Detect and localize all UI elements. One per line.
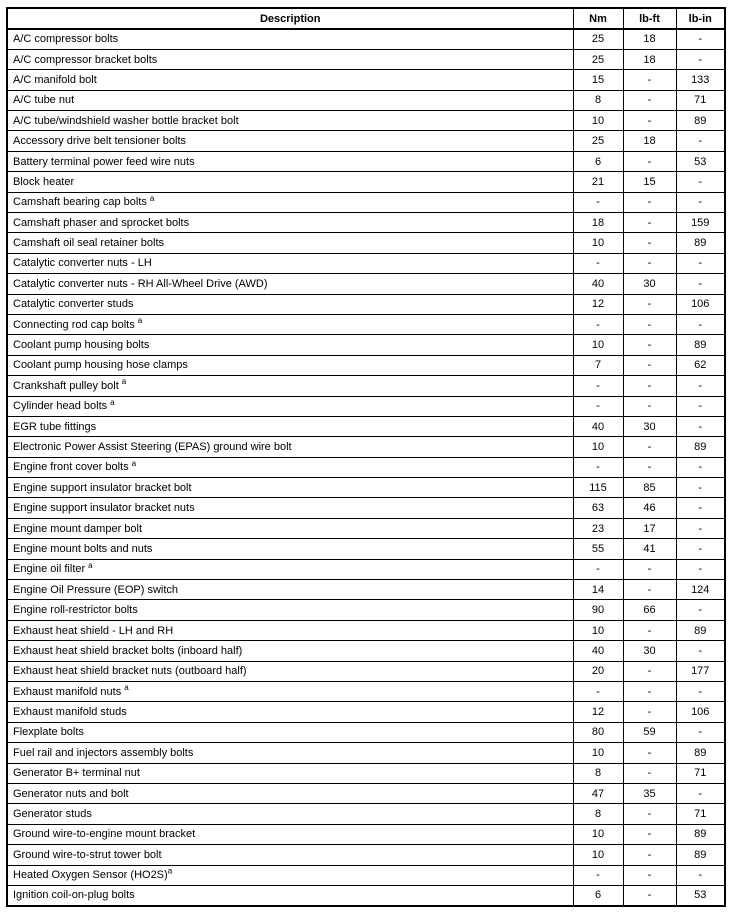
row-lbft-value: - bbox=[623, 804, 676, 824]
row-description-text: Engine roll-restrictor bolts bbox=[13, 604, 138, 617]
row-nm-value: 90 bbox=[573, 600, 623, 620]
row-description-text: Cylinder head bolts bbox=[13, 400, 108, 413]
row-description-text: Ignition coil-on-plug bolts bbox=[13, 889, 135, 902]
row-nm-value: - bbox=[573, 865, 623, 885]
table-row bbox=[7, 233, 725, 253]
row-description-text: Catalytic converter nuts - LH bbox=[13, 257, 152, 270]
row-lbft-value: - bbox=[623, 192, 676, 212]
row-description bbox=[7, 376, 573, 396]
row-lbin-value: - bbox=[676, 539, 725, 559]
row-nm-value: - bbox=[573, 314, 623, 334]
row-lbin-value: - bbox=[676, 682, 725, 702]
row-lbin-value: 71 bbox=[676, 804, 725, 824]
row-lbin-value: - bbox=[676, 722, 725, 742]
row-lbin-value: 89 bbox=[676, 743, 725, 763]
row-lbin-value: - bbox=[676, 559, 725, 579]
row-nm-value: 8 bbox=[573, 763, 623, 783]
row-nm-value: 25 bbox=[573, 131, 623, 151]
row-description-text: Block heater bbox=[13, 175, 75, 188]
row-lbft-value: - bbox=[623, 661, 676, 681]
row-description-text: Engine mount damper bolt bbox=[13, 522, 143, 535]
table-row bbox=[7, 620, 725, 640]
row-description-text: Ground wire-to-engine mount bracket bbox=[13, 828, 196, 841]
row-description-text: Catalytic converter nuts - RH All-Wheel Drive (AWD) bbox=[13, 277, 268, 290]
row-description-text: Camshaft bearing cap bolts bbox=[13, 196, 147, 209]
row-lbin-value: 177 bbox=[676, 661, 725, 681]
row-nm-value: 12 bbox=[573, 294, 623, 314]
table-row bbox=[7, 702, 725, 722]
row-nm-value: 115 bbox=[573, 478, 623, 498]
row-lbin-value: 71 bbox=[676, 90, 725, 110]
table-row bbox=[7, 294, 725, 314]
row-nm-value: - bbox=[573, 559, 623, 579]
table-row bbox=[7, 559, 725, 579]
table-row bbox=[7, 539, 725, 559]
row-description-text: Engine support insulator bracket bolt bbox=[13, 481, 192, 494]
row-description-text: Heated Oxygen Sensor (HO2S) bbox=[13, 869, 168, 882]
row-nm-value: 10 bbox=[573, 824, 623, 844]
row-description bbox=[7, 865, 573, 885]
row-description bbox=[7, 335, 573, 355]
row-lbft-value: - bbox=[623, 824, 676, 844]
footnote-marker: a bbox=[124, 683, 129, 693]
row-nm-value: 18 bbox=[573, 213, 623, 233]
table-row bbox=[7, 885, 725, 905]
row-description bbox=[7, 49, 573, 69]
column-header-lbin: lb-in bbox=[676, 8, 725, 29]
row-lbft-value: - bbox=[623, 233, 676, 253]
row-description bbox=[7, 213, 573, 233]
row-lbin-value: 124 bbox=[676, 580, 725, 600]
row-description bbox=[7, 600, 573, 620]
row-description-text: Generator B+ terminal nut bbox=[13, 767, 140, 780]
row-lbin-value: 89 bbox=[676, 824, 725, 844]
table-row bbox=[7, 29, 725, 49]
row-description bbox=[7, 355, 573, 375]
row-lbin-value: - bbox=[676, 600, 725, 620]
row-lbin-value: - bbox=[676, 478, 725, 498]
footnote-marker: a bbox=[131, 458, 137, 468]
row-lbin-value: - bbox=[676, 49, 725, 69]
row-description bbox=[7, 111, 573, 131]
row-lbft-value: 30 bbox=[623, 274, 676, 294]
row-lbft-value: 66 bbox=[623, 600, 676, 620]
row-description bbox=[7, 885, 573, 905]
row-description-text: Camshaft phaser and sprocket bolts bbox=[13, 216, 190, 229]
row-description bbox=[7, 518, 573, 538]
row-lbin-value: - bbox=[676, 131, 725, 151]
table-row bbox=[7, 131, 725, 151]
table-row bbox=[7, 845, 725, 865]
row-description bbox=[7, 845, 573, 865]
row-description bbox=[7, 641, 573, 661]
row-nm-value: 12 bbox=[573, 702, 623, 722]
row-lbin-value: - bbox=[676, 518, 725, 538]
footnote-marker: a bbox=[149, 193, 155, 203]
row-lbin-value: 89 bbox=[676, 845, 725, 865]
row-lbft-value: - bbox=[623, 437, 676, 457]
row-lbin-value: - bbox=[676, 314, 725, 334]
table-row bbox=[7, 396, 725, 416]
footnote-marker: a bbox=[88, 560, 93, 570]
table-row bbox=[7, 70, 725, 90]
row-description bbox=[7, 682, 573, 702]
row-description-text: Battery terminal power feed wire nuts bbox=[13, 155, 195, 168]
table-row bbox=[7, 641, 725, 661]
row-description-text: Exhaust manifold nuts bbox=[13, 685, 122, 698]
row-lbft-value: - bbox=[623, 559, 676, 579]
row-lbft-value: - bbox=[623, 151, 676, 171]
footnote-marker: a bbox=[137, 316, 143, 325]
row-lbft-value: - bbox=[623, 702, 676, 722]
row-lbin-value: - bbox=[676, 29, 725, 49]
header-row bbox=[7, 8, 725, 29]
row-lbft-value: 18 bbox=[623, 49, 676, 69]
row-description-text: Engine mount bolts and nuts bbox=[13, 542, 153, 555]
row-lbft-value: - bbox=[623, 213, 676, 233]
row-nm-value: - bbox=[573, 682, 623, 702]
table-row bbox=[7, 314, 725, 334]
row-description bbox=[7, 661, 573, 681]
row-nm-value: - bbox=[573, 192, 623, 212]
row-lbin-value: 89 bbox=[676, 233, 725, 253]
row-nm-value: 25 bbox=[573, 49, 623, 69]
row-description-text: Electronic Power Assist Steering (EPAS) ground wire bolt bbox=[13, 441, 292, 453]
table-row bbox=[7, 824, 725, 844]
table-row bbox=[7, 518, 725, 538]
row-lbin-value: - bbox=[676, 865, 725, 885]
torque-spec-table bbox=[6, 7, 726, 907]
row-nm-value: 10 bbox=[573, 437, 623, 457]
row-nm-value: 10 bbox=[573, 233, 623, 253]
row-description-text: Flexplate bolts bbox=[13, 726, 84, 739]
column-header-nm: Nm bbox=[573, 8, 623, 29]
row-nm-value: - bbox=[573, 396, 623, 416]
row-description bbox=[7, 743, 573, 763]
table-row bbox=[7, 90, 725, 110]
row-description bbox=[7, 783, 573, 803]
row-lbft-value: - bbox=[623, 763, 676, 783]
row-lbin-value: - bbox=[676, 396, 725, 416]
footnote-marker: a bbox=[110, 397, 115, 407]
row-nm-value: 10 bbox=[573, 620, 623, 640]
table-row bbox=[7, 743, 725, 763]
row-description bbox=[7, 314, 573, 334]
table-row bbox=[7, 335, 725, 355]
row-description-text: Camshaft oil seal retainer bolts bbox=[13, 237, 165, 250]
row-lbft-value: 30 bbox=[623, 641, 676, 661]
table-row bbox=[7, 661, 725, 681]
table-row bbox=[7, 498, 725, 518]
row-nm-value: 47 bbox=[573, 783, 623, 803]
row-lbin-value: - bbox=[676, 192, 725, 212]
row-nm-value: 40 bbox=[573, 641, 623, 661]
row-lbin-value: 89 bbox=[676, 620, 725, 640]
row-nm-value: 10 bbox=[573, 845, 623, 865]
row-lbin-value: - bbox=[676, 274, 725, 294]
table-row bbox=[7, 111, 725, 131]
row-nm-value: 80 bbox=[573, 722, 623, 742]
table-row bbox=[7, 580, 725, 600]
table-row bbox=[7, 865, 725, 885]
table-row bbox=[7, 355, 725, 375]
row-nm-value: - bbox=[573, 376, 623, 396]
row-description-text: A/C compressor bracket bolts bbox=[13, 53, 158, 66]
row-description bbox=[7, 396, 573, 416]
row-description bbox=[7, 233, 573, 253]
row-nm-value: 14 bbox=[573, 580, 623, 600]
row-lbin-value: 106 bbox=[676, 702, 725, 722]
row-description bbox=[7, 90, 573, 110]
row-description bbox=[7, 29, 573, 49]
row-description bbox=[7, 437, 573, 457]
row-description-text: Fuel rail and injectors assembly bolts bbox=[13, 746, 194, 759]
row-lbft-value: - bbox=[623, 620, 676, 640]
row-nm-value: 15 bbox=[573, 70, 623, 90]
row-description-text: Engine oil filter bbox=[13, 563, 86, 576]
footnote-marker: a bbox=[167, 866, 173, 876]
row-lbft-value: - bbox=[623, 845, 676, 865]
table-row bbox=[7, 49, 725, 69]
row-lbft-value: - bbox=[623, 335, 676, 355]
table-row bbox=[7, 804, 725, 824]
row-description bbox=[7, 804, 573, 824]
row-description-text: Engine Oil Pressure (EOP) switch bbox=[13, 583, 179, 596]
row-lbin-value: - bbox=[676, 172, 725, 192]
table-row bbox=[7, 274, 725, 294]
row-lbft-value: - bbox=[623, 682, 676, 702]
row-description-text: Coolant pump housing hose clamps bbox=[13, 359, 188, 372]
row-nm-value: - bbox=[573, 457, 623, 477]
row-lbin-value: 159 bbox=[676, 213, 725, 233]
row-lbft-value: - bbox=[623, 355, 676, 375]
row-nm-value: 6 bbox=[573, 885, 623, 905]
row-lbft-value: 85 bbox=[623, 478, 676, 498]
row-description bbox=[7, 580, 573, 600]
row-lbin-value: 106 bbox=[676, 294, 725, 314]
row-nm-value: 10 bbox=[573, 335, 623, 355]
row-lbft-value: - bbox=[623, 457, 676, 477]
table-row bbox=[7, 682, 725, 702]
row-nm-value: 25 bbox=[573, 29, 623, 49]
row-nm-value: 10 bbox=[573, 743, 623, 763]
row-nm-value: 23 bbox=[573, 518, 623, 538]
row-description bbox=[7, 478, 573, 498]
table-row bbox=[7, 600, 725, 620]
table-row bbox=[7, 172, 725, 192]
row-description-text: EGR tube fittings bbox=[13, 420, 97, 433]
row-lbft-value: 46 bbox=[623, 498, 676, 518]
row-description-text: Engine support insulator bracket nuts bbox=[13, 502, 195, 515]
row-description bbox=[7, 294, 573, 314]
row-nm-value: 7 bbox=[573, 355, 623, 375]
row-lbin-value: 53 bbox=[676, 885, 725, 905]
row-lbin-value: 53 bbox=[676, 151, 725, 171]
row-description bbox=[7, 151, 573, 171]
row-lbft-value: - bbox=[623, 396, 676, 416]
row-lbft-value: - bbox=[623, 865, 676, 885]
row-description-text: A/C compressor bolts bbox=[13, 33, 119, 46]
row-description-text: A/C tube/windshield washer bottle bracket bolt bbox=[13, 114, 239, 127]
row-description-text: Exhaust heat shield bracket nuts (outboard half) bbox=[13, 665, 247, 678]
table-row bbox=[7, 783, 725, 803]
row-description bbox=[7, 70, 573, 90]
row-description bbox=[7, 620, 573, 640]
row-description-text: Generator studs bbox=[13, 808, 92, 821]
row-lbin-value: - bbox=[676, 498, 725, 518]
row-description bbox=[7, 702, 573, 722]
table-row bbox=[7, 416, 725, 436]
row-lbin-value: 62 bbox=[676, 355, 725, 375]
row-lbin-value: 89 bbox=[676, 335, 725, 355]
row-description bbox=[7, 824, 573, 844]
row-lbft-value: 30 bbox=[623, 416, 676, 436]
table-row bbox=[7, 478, 725, 498]
table-row bbox=[7, 192, 725, 212]
row-nm-value: 63 bbox=[573, 498, 623, 518]
row-lbft-value: - bbox=[623, 580, 676, 600]
row-lbft-value: - bbox=[623, 294, 676, 314]
row-lbft-value: - bbox=[623, 111, 676, 131]
row-description bbox=[7, 172, 573, 192]
row-nm-value: 55 bbox=[573, 539, 623, 559]
row-description-text: A/C manifold bolt bbox=[13, 73, 97, 86]
row-description-text: Crankshaft pulley bolt bbox=[13, 379, 119, 392]
row-description bbox=[7, 722, 573, 742]
row-lbft-value: 17 bbox=[623, 518, 676, 538]
row-description bbox=[7, 457, 573, 477]
row-description-text: Exhaust manifold studs bbox=[13, 706, 127, 719]
row-nm-value: 20 bbox=[573, 661, 623, 681]
row-lbft-value: 18 bbox=[623, 29, 676, 49]
row-lbin-value: 133 bbox=[676, 70, 725, 90]
row-lbft-value: - bbox=[623, 70, 676, 90]
column-header-description: Description bbox=[7, 8, 573, 29]
column-header-lbft: lb-ft bbox=[623, 8, 676, 29]
row-description bbox=[7, 416, 573, 436]
row-lbft-value: 35 bbox=[623, 783, 676, 803]
row-lbft-value: - bbox=[623, 90, 676, 110]
row-lbft-value: - bbox=[623, 253, 676, 273]
table-row bbox=[7, 722, 725, 742]
row-nm-value: 8 bbox=[573, 804, 623, 824]
table-row bbox=[7, 763, 725, 783]
row-description-text: Engine front cover bolts bbox=[13, 461, 129, 474]
row-lbin-value: - bbox=[676, 253, 725, 273]
row-nm-value: 8 bbox=[573, 90, 623, 110]
row-description-text: Ground wire-to-strut tower bolt bbox=[13, 848, 162, 861]
row-description bbox=[7, 498, 573, 518]
row-lbft-value: 41 bbox=[623, 539, 676, 559]
row-nm-value: - bbox=[573, 253, 623, 273]
row-lbft-value: - bbox=[623, 376, 676, 396]
row-nm-value: 10 bbox=[573, 111, 623, 131]
row-nm-value: 6 bbox=[573, 151, 623, 171]
row-nm-value: 40 bbox=[573, 416, 623, 436]
row-lbft-value: - bbox=[623, 885, 676, 905]
row-description bbox=[7, 559, 573, 579]
row-lbin-value: - bbox=[676, 376, 725, 396]
table-row bbox=[7, 213, 725, 233]
row-description bbox=[7, 763, 573, 783]
row-lbin-value: 71 bbox=[676, 763, 725, 783]
table-row bbox=[7, 151, 725, 171]
row-lbin-value: - bbox=[676, 457, 725, 477]
row-description-text: Exhaust heat shield bracket bolts (inboard half) bbox=[13, 644, 243, 657]
row-nm-value: 40 bbox=[573, 274, 623, 294]
table-row bbox=[7, 376, 725, 396]
row-lbin-value: 89 bbox=[676, 437, 725, 457]
row-lbin-value: - bbox=[676, 641, 725, 661]
row-lbft-value: - bbox=[623, 743, 676, 763]
row-nm-value: 21 bbox=[573, 172, 623, 192]
row-description bbox=[7, 192, 573, 212]
row-lbin-value: - bbox=[676, 416, 725, 436]
row-lbft-value: - bbox=[623, 314, 676, 334]
row-description-text: Catalytic converter studs bbox=[13, 298, 134, 311]
row-description-text: Coolant pump housing bolts bbox=[13, 339, 150, 352]
row-description bbox=[7, 131, 573, 151]
row-lbft-value: 59 bbox=[623, 722, 676, 742]
row-lbin-value: - bbox=[676, 783, 725, 803]
row-description bbox=[7, 274, 573, 294]
table-row bbox=[7, 457, 725, 477]
row-description-text: Exhaust heat shield - LH and RH bbox=[13, 624, 174, 637]
table-row bbox=[7, 253, 725, 273]
footnote-marker: a bbox=[121, 377, 127, 387]
row-description bbox=[7, 539, 573, 559]
row-description-text: A/C tube nut bbox=[13, 94, 75, 107]
table-row bbox=[7, 437, 725, 457]
row-lbft-value: 15 bbox=[623, 172, 676, 192]
row-lbin-value: 89 bbox=[676, 111, 725, 131]
row-description bbox=[7, 253, 573, 273]
row-description-text: Generator nuts and bolt bbox=[13, 787, 129, 800]
row-description-text: Accessory drive belt tensioner bolts bbox=[13, 135, 187, 148]
row-lbft-value: 18 bbox=[623, 131, 676, 151]
row-description-text: Connecting rod cap bolts bbox=[13, 318, 135, 331]
